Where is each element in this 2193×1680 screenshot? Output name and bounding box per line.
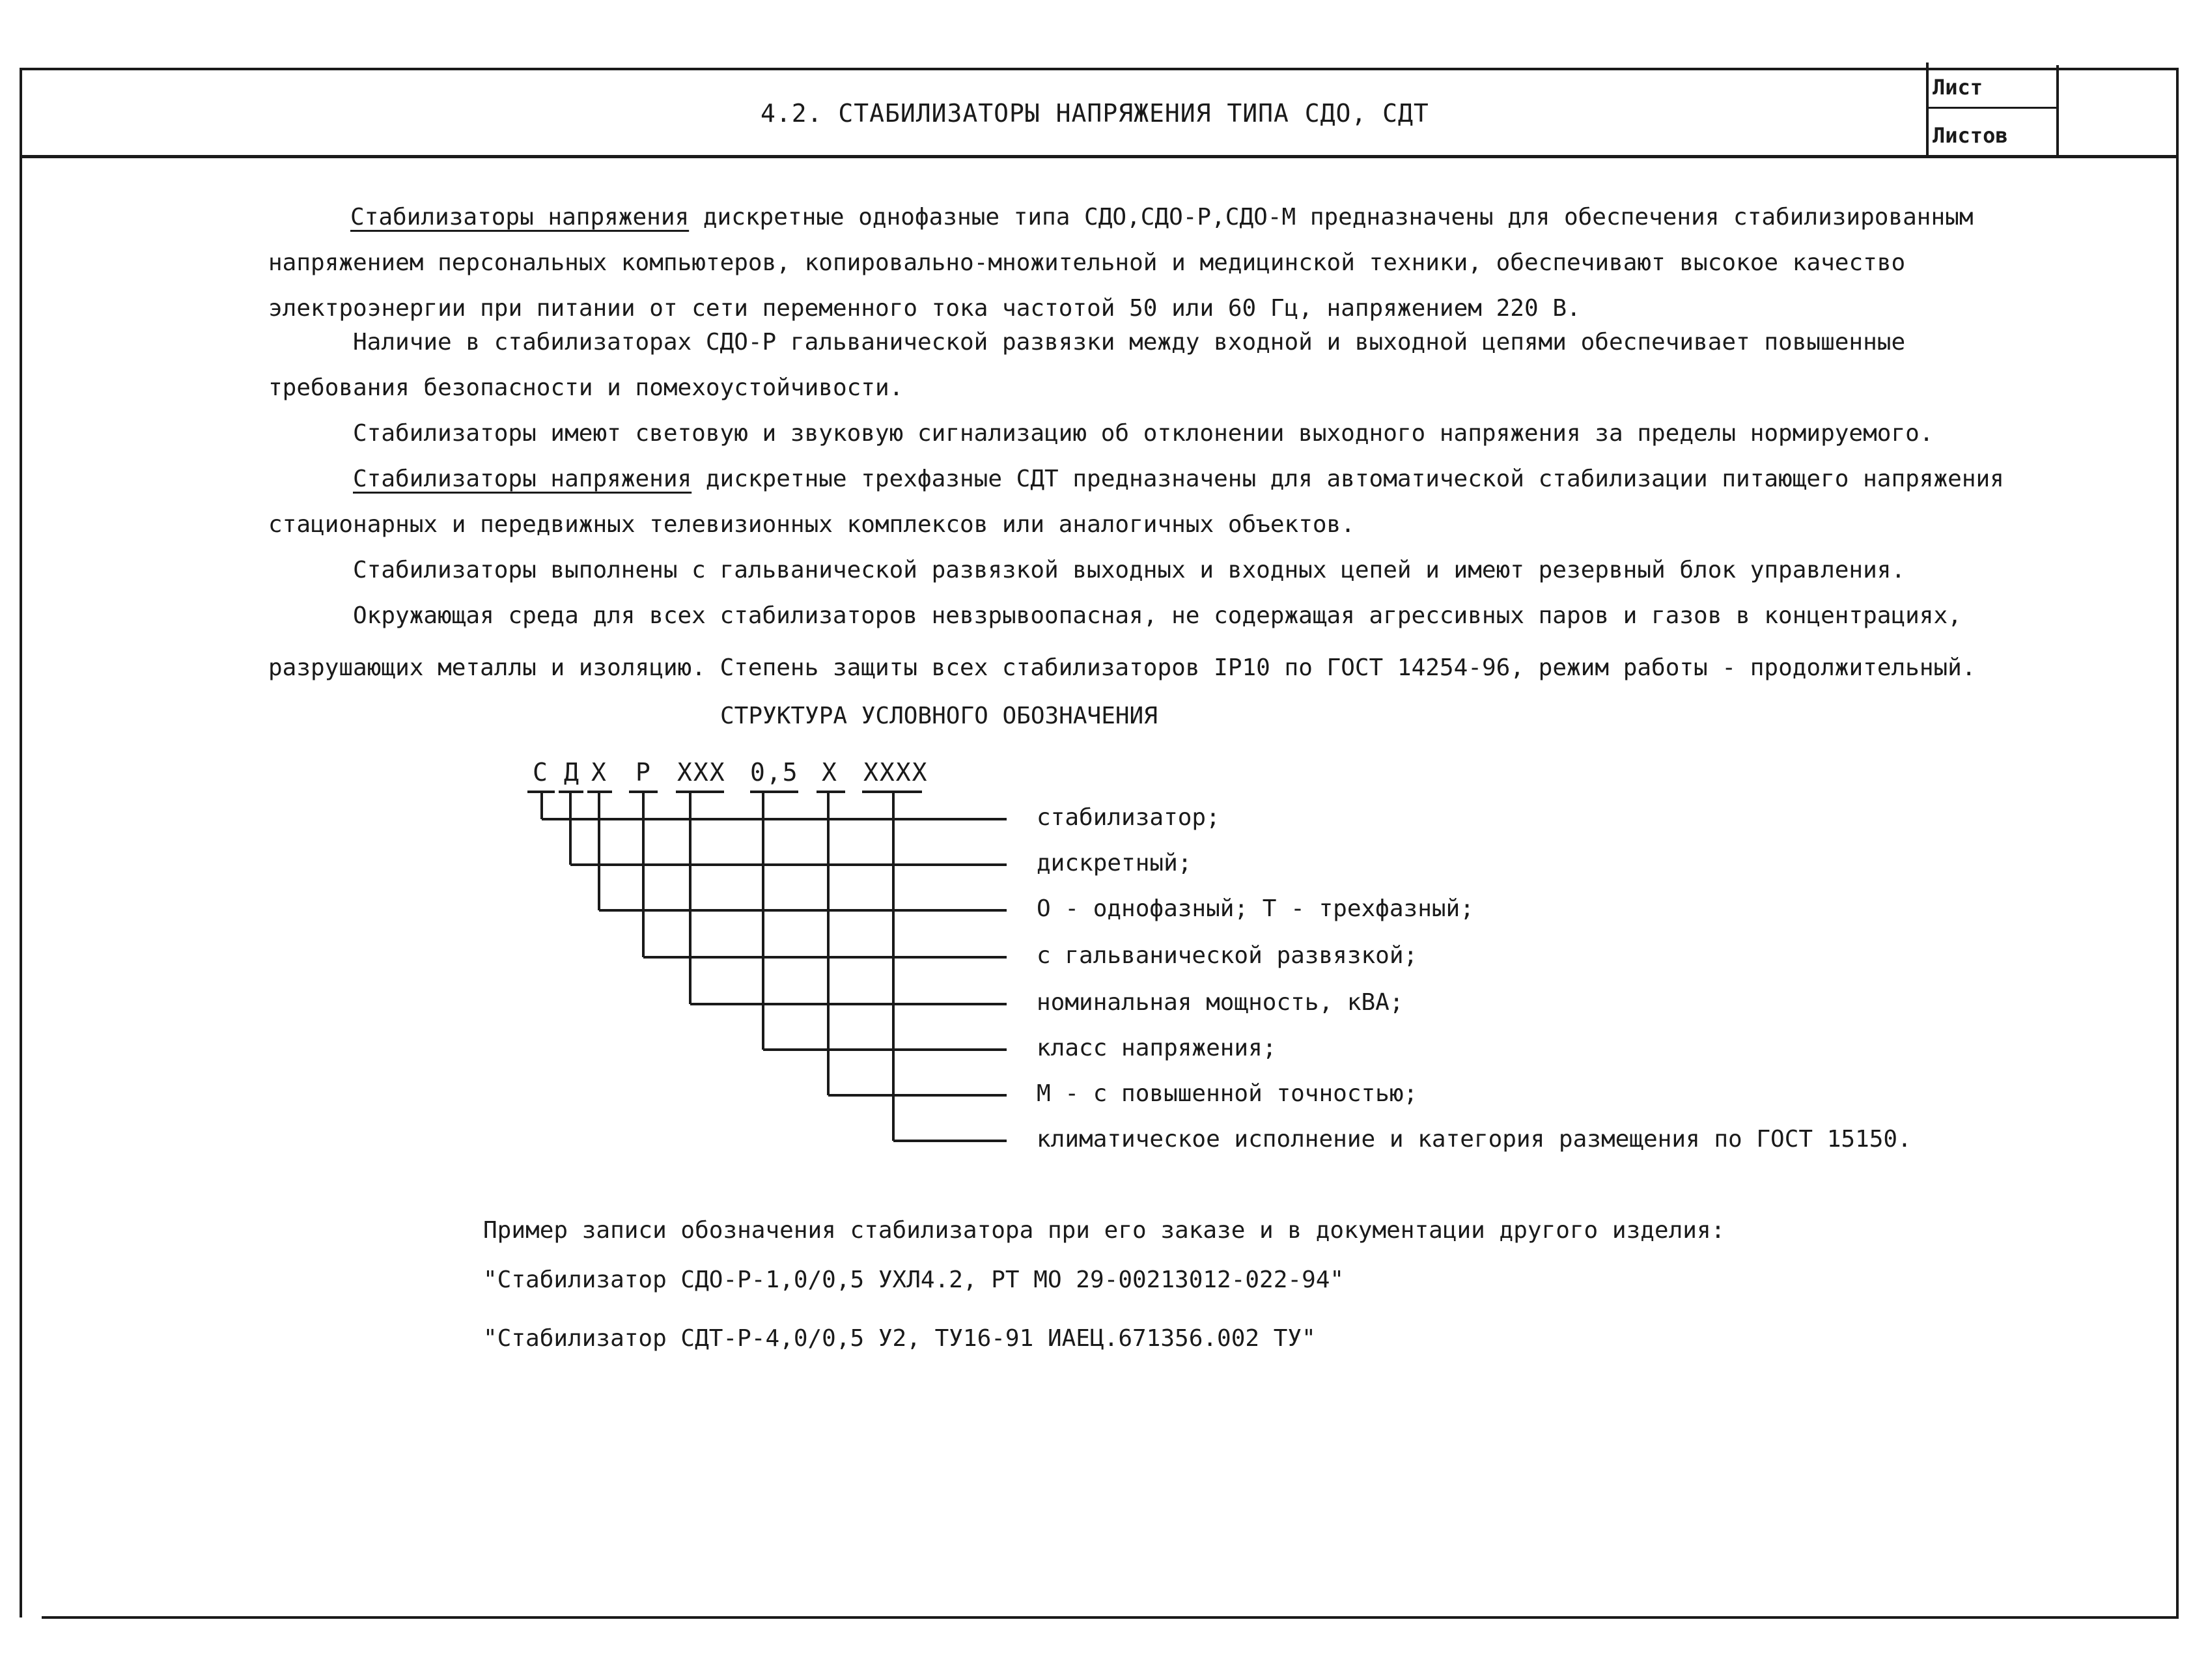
paragraph-1-line-3: электроэнергии при питании от сети переменного тока частотой 50 или 60 Гц, напряжением 220 В. — [268, 295, 1581, 322]
structure-item-discrete: дискретный; — [1037, 850, 1192, 876]
code-part-xxx: ХХХ — [677, 758, 726, 787]
structure-item-stabilizer: стабилизатор; — [1037, 804, 1220, 831]
structure-item-power: номинальная мощность, кВА; — [1037, 989, 1404, 1016]
page-title: 4.2. СТАБИЛИЗАТОРЫ НАПРЯЖЕНИЯ ТИПА СДО, СДТ — [761, 99, 1429, 128]
example-intro: Пример записи обозначения стабилизатора при его заказе и в документации другого изделия: — [483, 1217, 1725, 1244]
code-part-d: Д — [564, 758, 580, 787]
code-part-xxxx: ХХХХ — [863, 758, 929, 787]
paragraph-5: Стабилизаторы выполнены с гальванической развязкой выходных и входных цепей и имеют резервный блок управления. — [353, 557, 1906, 583]
structure-item-isolation: с гальванической развязкой; — [1037, 942, 1418, 969]
code-part-m: Х — [822, 758, 838, 787]
structure-item-climatic: климатическое исполнение и категория размещения по ГОСТ 15150. — [1037, 1126, 1912, 1153]
paragraph-4-line-2: стационарных и передвижных телевизионных комплексов или аналогичных объектов. — [268, 511, 1355, 538]
structure-item-accuracy: М - с повышенной точностью; — [1037, 1080, 1418, 1107]
paragraph-2-line-1: Наличие в стабилизаторах СДО-Р гальванической развязки между входной и выходной цепями обеспечивает повышенные — [353, 329, 1906, 356]
example-line-1: "Стабилизатор СДО-Р-1,0/0,5 УХЛ4.2, РТ МО 29-00213012-022-94" — [483, 1267, 1345, 1293]
paragraph-2-line-2: требования безопасности и помехоустойчивости. — [268, 374, 904, 401]
paragraph-4-line-1: Стабилизаторы напряжения дискретные трехфазные СДТ предназначены для автоматической стабилизации питающего напряжения — [353, 466, 2004, 492]
paragraph-1-line-2: напряжением персональных компьютеров, копировально-множительной и медицинской техники, обеспечивают высокое качество — [268, 249, 1906, 276]
sheets-label: Листов — [1933, 123, 2008, 148]
structure-heading: СТРУКТУРА УСЛОВНОГО ОБОЗНАЧЕНИЯ — [720, 703, 1158, 729]
sheet-label: Лист — [1933, 75, 1983, 100]
code-part-x: Х — [591, 758, 608, 787]
code-part-r: Р — [636, 758, 652, 787]
paragraph-1-line-1: Стабилизаторы напряжения дискретные однофазные типа СДО,СДО-Р,СДО-М предназначены для обеспечения стабилизированным — [350, 204, 1974, 231]
code-part-s: С — [533, 758, 549, 787]
term-voltage-stabilizers: Стабилизаторы напряжения — [350, 204, 690, 231]
structure-item-voltage-class: класс напряжения; — [1037, 1035, 1277, 1061]
paragraph-3: Стабилизаторы имеют световую и звуковую сигнализацию об отклонении выходного напряжения за пределы нормируемого. — [353, 420, 1934, 447]
paragraph-6-line-1: Окружающая среда для всех стабилизаторов невзрывоопасная, не содержащая агрессивных паров и газов в концентрациях, — [353, 602, 1962, 629]
code-part-voltage-class: 0,5 — [750, 758, 799, 787]
example-line-2: "Стабилизатор СДТ-Р-4,0/0,5 У2, ТУ16-91 ИАЕЦ.671356.002 ТУ" — [483, 1325, 1316, 1352]
structure-item-phase: О - однофазный; Т - трехфазный; — [1037, 895, 1474, 922]
paragraph-6-line-2: разрушающих металлы и изоляцию. Степень защиты всех стабилизаторов IP10 по ГОСТ 14254-96, режим работы - продолжительный. — [268, 654, 1976, 681]
term-voltage-stabilizers-2: Стабилизаторы напряжения — [353, 466, 692, 492]
